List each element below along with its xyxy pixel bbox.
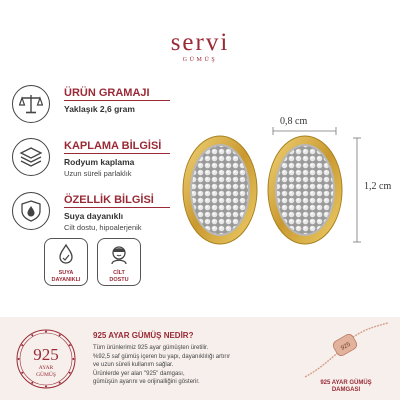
divider	[64, 100, 170, 101]
silver-info-line: %92,5 saf gümüş içeren bu yapı, dayanıklılığı artırır	[93, 353, 231, 360]
divider	[64, 207, 170, 208]
brand-logo	[0, 30, 400, 63]
layers-icon	[12, 138, 50, 176]
seal-text: GÜMÜŞ	[36, 372, 56, 378]
badge-label: CİLT	[113, 270, 125, 276]
info-line: Cilt dostu, hipoalerjenik	[64, 223, 142, 232]
height-dimension-line	[353, 138, 361, 242]
silver-info-line: Tüm ürünlerimiz 925 ayar gümüşten üretilir.	[93, 345, 209, 351]
stamp-caption	[306, 380, 386, 394]
info-title: ÜRÜN GRAMAJI	[64, 87, 150, 99]
left-earring	[183, 136, 257, 244]
divider	[64, 153, 170, 154]
info-plating	[12, 138, 172, 186]
water-drop-icon	[55, 243, 77, 265]
info-line: Rodyum kaplama	[64, 157, 135, 167]
height-label: 1,2 cm	[364, 181, 392, 192]
brand-subtitle: GÜMÜŞ	[182, 57, 218, 63]
stamp-caption-line: DAMGASI	[331, 387, 361, 393]
face-icon	[108, 243, 130, 265]
badge-water-resistant	[44, 238, 88, 286]
width-label: 0,8 cm	[280, 116, 308, 127]
info-line: Yaklaşık 2,6 gram	[64, 104, 135, 114]
info-line: Uzun süreli parlaklık	[64, 169, 132, 178]
silver-info-line: ve uzun süreli kullanım sağlar.	[93, 362, 174, 369]
right-earring	[268, 136, 342, 244]
silver-info-title: 925 AYAR GÜMÜŞ NEDİR?	[93, 331, 194, 340]
seal-number: 925	[33, 345, 59, 364]
width-dimension-line	[273, 127, 336, 135]
info-title: KAPLAMA BİLGİSİ	[64, 140, 162, 152]
brand-name: servi	[170, 29, 230, 56]
silver-info-text	[93, 344, 293, 387]
info-features	[12, 192, 172, 240]
badge-label: DAYANIKLI	[51, 276, 81, 283]
earrings-image	[176, 120, 400, 290]
badge-label: SUYA	[58, 270, 74, 276]
seal-text: AYAR	[38, 365, 54, 371]
info-line: Suya dayanıklı	[64, 211, 124, 221]
925-stamp-pendant-image	[300, 319, 390, 381]
scale-icon	[12, 85, 50, 123]
stamp-caption-line: 925 AYAR GÜMÜŞ	[320, 380, 372, 386]
badge-skin-friendly	[97, 238, 141, 286]
silver-info-line: Ürünlerde yer alan "925" damgası,	[93, 370, 185, 377]
badge-label: DOSTU	[109, 276, 129, 283]
water-shield-icon	[12, 192, 50, 230]
pendant-stamp: 925	[340, 341, 352, 352]
silver-info-line: gümüşün ayarını ve orijinalliğini gösterir.	[93, 379, 200, 386]
info-title: ÖZELLİK BİLGİSİ	[64, 194, 154, 206]
info-weight	[12, 85, 172, 133]
925-seal-icon	[15, 328, 77, 390]
